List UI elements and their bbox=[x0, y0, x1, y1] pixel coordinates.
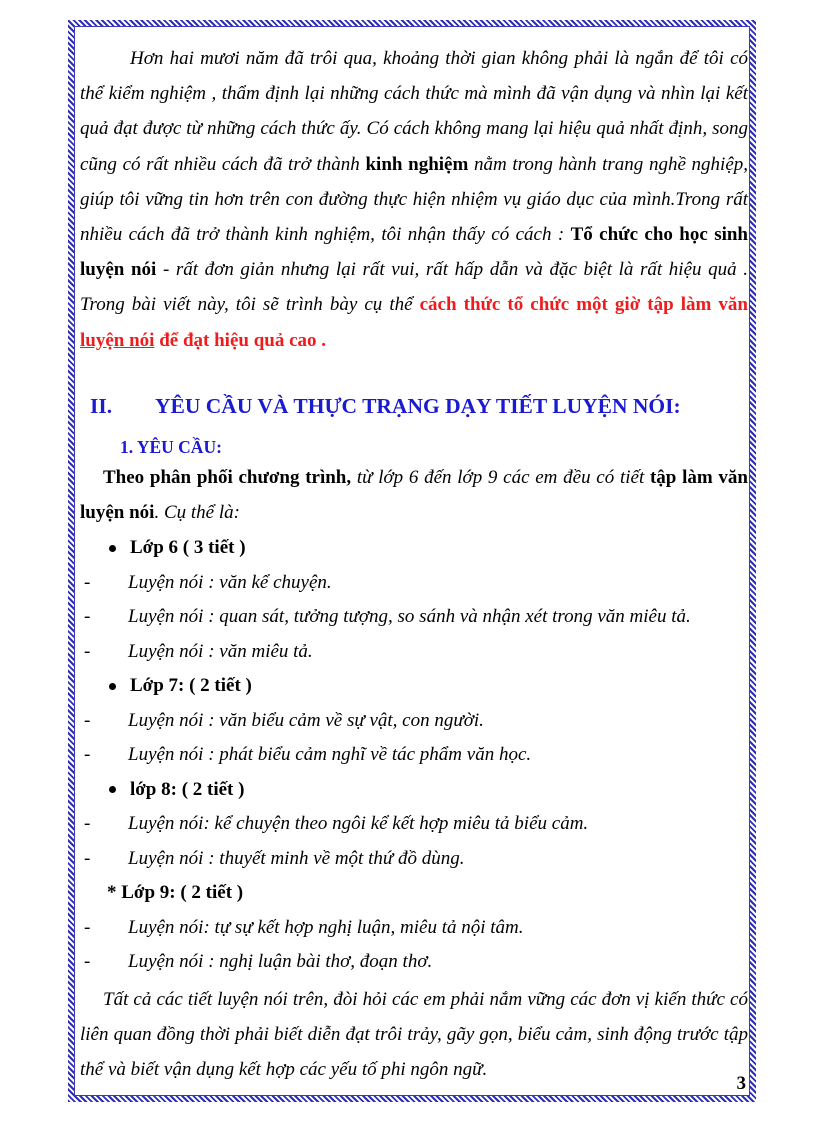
intro-bold-method: Tổ chức cho học sinh luyện nói bbox=[80, 224, 749, 281]
dash-marker: - bbox=[84, 847, 91, 869]
intro-text-1: Hơn hai mươi năm đã trôi qua, khoảng thời gian không phải là ngắn để tôi có thể kiểm nghiệm , thẩm định lại những cách thức mà mình đã vận dụng và nhìn lại kết quả đạt được từ những cách thức ấy. Có cách không mang lại hiệu quả nhất định, song cũng có rất nhiều cách đã trở thành bbox=[80, 48, 748, 175]
list-item bbox=[80, 704, 748, 739]
conclusion-paragraph bbox=[80, 982, 748, 1088]
dash-marker: - bbox=[84, 606, 91, 628]
requirement-italic-1: từ lớp 6 đến lớp 9 các em đều có tiết bbox=[356, 466, 645, 488]
section-heading bbox=[80, 394, 748, 419]
dash-marker: - bbox=[84, 916, 91, 938]
grade-8-item-2: Luyện nói : thuyết minh về một thứ đồ dùng. bbox=[128, 847, 465, 869]
intro-text-2: nằm trong hành trang nghề nghiệp, giúp tôi vững tin hơn trên con đường thực hiện nhiệm vụ giáo dục của mình.Trong rất nhiều cách đã trở thành kinh nghiệm, tôi nhận thấy có cách : bbox=[80, 153, 749, 246]
section-title: YÊU CẦU VÀ THỰC TRẠNG DẠY TIẾT LUYỆN NÓI: bbox=[155, 393, 681, 418]
list-item bbox=[80, 911, 748, 946]
grade-6-heading bbox=[80, 531, 748, 566]
grade-9-item-2: Luyện nói : nghị luận bài thơ, đoạn thơ. bbox=[128, 951, 433, 973]
requirement-paragraph bbox=[80, 460, 748, 530]
grade-9-item-1: Luyện nói: tự sự kết hợp nghị luận, miêu tả nội tâm. bbox=[128, 916, 524, 938]
grade-7-item-1: Luyện nói : văn biểu cảm về sự vật, con người. bbox=[128, 709, 484, 731]
dash-marker: - bbox=[84, 951, 91, 973]
grade-7-label: Lớp 7: ( 2 tiết ) bbox=[130, 675, 252, 697]
list-item bbox=[80, 807, 748, 842]
list-item bbox=[80, 945, 748, 980]
bullet-icon bbox=[109, 683, 116, 690]
bullet-icon bbox=[109, 545, 116, 552]
dash-marker: - bbox=[84, 813, 91, 835]
grade-6-label: Lớp 6 ( 3 tiết ) bbox=[130, 537, 246, 559]
dash-marker: - bbox=[84, 640, 91, 662]
grade-9-heading: * Lớp 9: ( 2 tiết ) bbox=[107, 882, 244, 904]
grade-8-item-1: Luyện nói: kể chuyện theo ngôi kể kết hợp miêu tả biểu cảm. bbox=[128, 813, 589, 835]
grade-7-item-2: Luyện nói : phát biểu cảm nghĩ về tác phẩm văn học. bbox=[128, 744, 532, 766]
intro-bold-experience: kinh nghiệm bbox=[365, 153, 469, 175]
grade-6-item-1: Luyện nói : văn kể chuyện. bbox=[128, 571, 332, 593]
conclusion-text: Tất cả các tiết luyện nói trên, đòi hỏi các em phải nắm vững các đơn vị kiến thức có liên quan đồng thời phải biết diễn đạt trôi trảy, gãy gọn, biểu cảm, sinh động trước tập thể và biết vận dụng kết hợp các yếu tố phi ngôn ngữ. bbox=[80, 988, 748, 1081]
subsection-heading: 1. YÊU CẦU: bbox=[120, 436, 222, 457]
intro-text-3: - rất đơn giản nhưng lại rất vui, rất hấp dẫn và đặc biệt là rất hiệu quả . Trong bài viết này, tôi sẽ trình bày cụ thể bbox=[80, 259, 748, 316]
list-item bbox=[80, 635, 748, 670]
dash-marker: - bbox=[84, 571, 91, 593]
intro-red-underline: luyện nói bbox=[80, 329, 155, 351]
page-number: 3 bbox=[736, 1073, 746, 1094]
dash-marker: - bbox=[84, 744, 91, 766]
intro-red-2: để đạt hiệu quả cao . bbox=[159, 329, 327, 351]
requirement-italic-2: . Cụ thể là: bbox=[154, 502, 240, 524]
intro-red-1: cách thức tổ chức một giờ tập làm văn bbox=[419, 294, 748, 316]
bullet-icon bbox=[109, 786, 116, 793]
list-item bbox=[80, 842, 748, 877]
requirement-bold-2: tập làm văn luyện nói bbox=[80, 466, 748, 524]
grade-8-label: lớp 8: ( 2 tiết ) bbox=[130, 778, 245, 800]
page-content bbox=[80, 38, 748, 1087]
intro-paragraph bbox=[80, 38, 748, 358]
grade-6-item-3: Luyện nói : văn miêu tả. bbox=[128, 640, 313, 662]
requirement-bold-1: Theo phân phối chương trình, bbox=[103, 466, 352, 488]
section-number: II. bbox=[90, 393, 113, 418]
list-item bbox=[80, 738, 748, 773]
list-item bbox=[80, 600, 748, 635]
grade-8-heading bbox=[80, 773, 748, 808]
grade-7-heading bbox=[80, 669, 748, 704]
grade-list bbox=[80, 531, 748, 980]
list-item bbox=[80, 566, 748, 601]
dash-marker: - bbox=[84, 709, 91, 731]
grade-6-item-2: Luyện nói : quan sát, tưởng tượng, so sánh và nhận xét trong văn miêu tả. bbox=[128, 606, 691, 628]
